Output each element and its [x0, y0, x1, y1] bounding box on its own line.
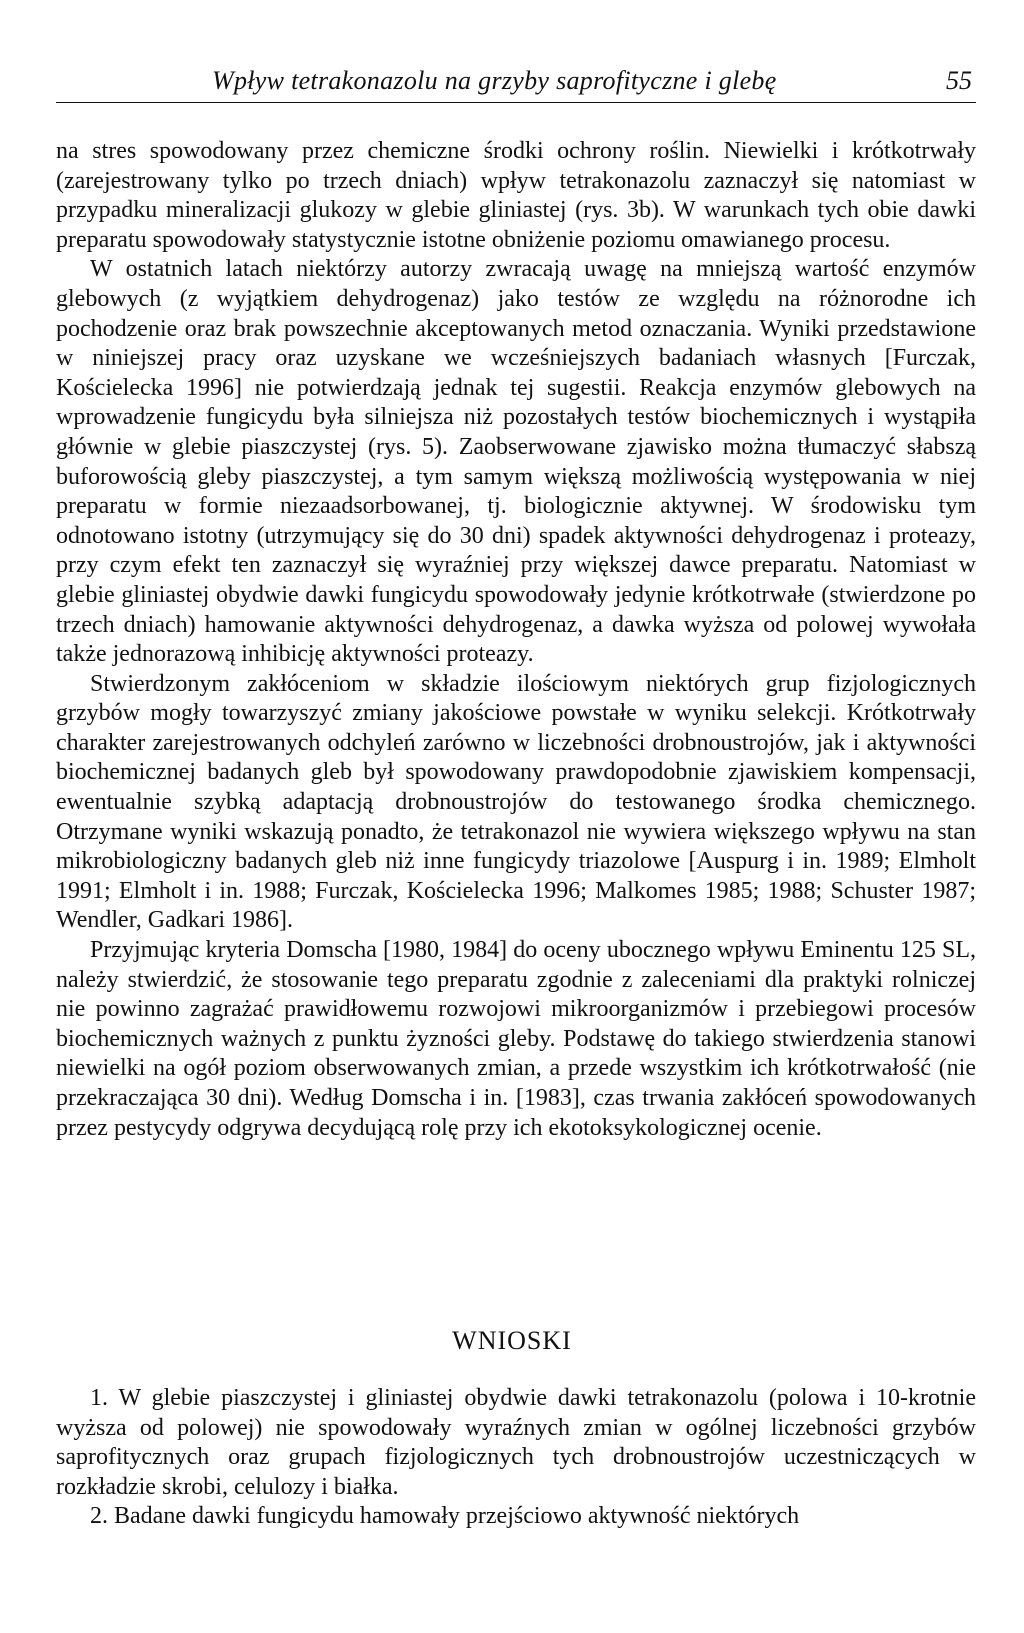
- paragraph-domsch-criteria: Przyjmując kryteria Domscha [1980, 1984] do oceny ubocznego wpływu Eminentu 125 SL, należy stwierdzić, że stosowanie tego preparatu zgodnie z zaleceniami dla praktyki rolniczej nie powinno zagrażać prawidłowemu rozwojowi mikroorganizmów i przebiegowi procesów biochemicznych ważnych z punktu żyzności gleby. Podstawę do takiego stwierdzenia stanowi niewielki na ogół poziom obserwowanych zmian, a przede wszystkim ich krótkotrwałość (nie przekraczająca 30 dni). Według Domscha i in. [1983], czas trwania zakłóceń spowodowanych przez pestycydy odgrywa decydującą rolę przy ich ekotoksykologicznej ocenie.: [56, 937, 976, 1141]
- conclusions-list: [56, 1384, 976, 1532]
- paragraph-selection: Stwierdzonym zakłóceniom w składzie ilościowym niektórych grup fizjologicznych grzybów mogły towarzyszyć zmiany jakościowe powstałe w wyniku selekcji. Krótkotrwały charakter zarejestrowanych odchyleń zarówno w liczebności drobnoustrojów, jak i aktywności biochemicznej badanych gleb był spowodowany prawdopodobnie zjawiskiem kompensacji, ewentualnie szybką adaptacją drobnoustrojów do testowanego środka chemicznego. Otrzymane wyniki wskazują ponadto, że tetrakonazol nie wywiera większego wpływu na stan mikrobiologiczny badanych gleb niż inne fungicydy triazolowe [Auspurg i in. 1989; Elmholt 1991; Elmholt i in. 1988; Furczak, Kościelecka 1996; Malkomes 1985; 1988; Schuster 1987; Wendler, Gadkari 1986].: [56, 670, 976, 934]
- section-heading-conclusions: WNIOSKI: [452, 1326, 572, 1355]
- paragraph-continuation: na stres spowodowany przez chemiczne środki ochrony roślin. Niewielki i krótkotrwały (zarejestrowany tylko po trzech dniach) wpływ tetrakonazolu zaznaczył się natomiast w przypadku mineralizacji glukozy w glebie gliniastej (rys. 3b). W warunkach tych obie dawki preparatu spowodowały statystycznie istotne obniżenie poziomu omawianego procesu.: [56, 138, 976, 253]
- conclusion-item: 2. Badane dawki fungicydu hamowały przejściowo aktywność niektórych: [90, 1503, 800, 1530]
- conclusion-item: 1. W glebie piaszczystej i gliniastej obydwie dawki tetrakonazolu (polowa i 10-krotnie wyższa od polowej) nie spowodowały wyraźnych zmian w ogólnej liczebności grzybów saprofitycznych oraz grupach fizjologicznych tych drobnoustrojów uczestniczących w rozkładzie skrobi, celulozy i białka.: [56, 1385, 976, 1500]
- page-number: 55: [946, 66, 972, 95]
- running-title: Wpływ tetrakonazolu na grzyby saprofityczne i glebę: [212, 66, 777, 95]
- running-header: [56, 62, 976, 103]
- body-text: [56, 137, 976, 1143]
- paragraph-enzymes: W ostatnich latach niektórzy autorzy zwracają uwagę na mniejszą wartość enzymów glebowych (z wyjątkiem dehydrogenaz) jako testów ze względu na różnorodne ich pochodzenie oraz brak powszechnie akceptowanych metod oznaczania. Wyniki przedstawione w niniejszej pracy oraz uzyskane we wcześniejszych badaniach własnych [Furczak, Kościelecka 1996] nie potwierdzają jednak tej sugestii. Reakcja enzymów glebowych na wprowadzenie fungicydu była silniejsza niż pozostałych testów biochemicznych i wystąpiła głównie w glebie piaszczystej (rys. 5). Zaobserwowane zjawisko można tłumaczyć słabszą buforowością gleby piaszczystej, a tym samym większą możliwością występowania w niej preparatu w formie niezaadsorbowanej, tj. biologicznie aktywnej. W środowisku tym odnotowano istotny (utrzymujący się do 30 dni) spadek aktywności dehydrogenaz i proteazy, przy czym efekt ten zaznaczył się wyraźniej przy większej dawce preparatu. Natomiast w glebie gliniastej obydwie dawki fungicydu spowodowały jedynie krótkotrwałe (stwierdzone po trzech dniach) hamowanie aktywności dehydrogenaz, a dawka wyższa od polowej wywołała także jednorazową inhibicję aktywności proteazy.: [56, 256, 976, 668]
